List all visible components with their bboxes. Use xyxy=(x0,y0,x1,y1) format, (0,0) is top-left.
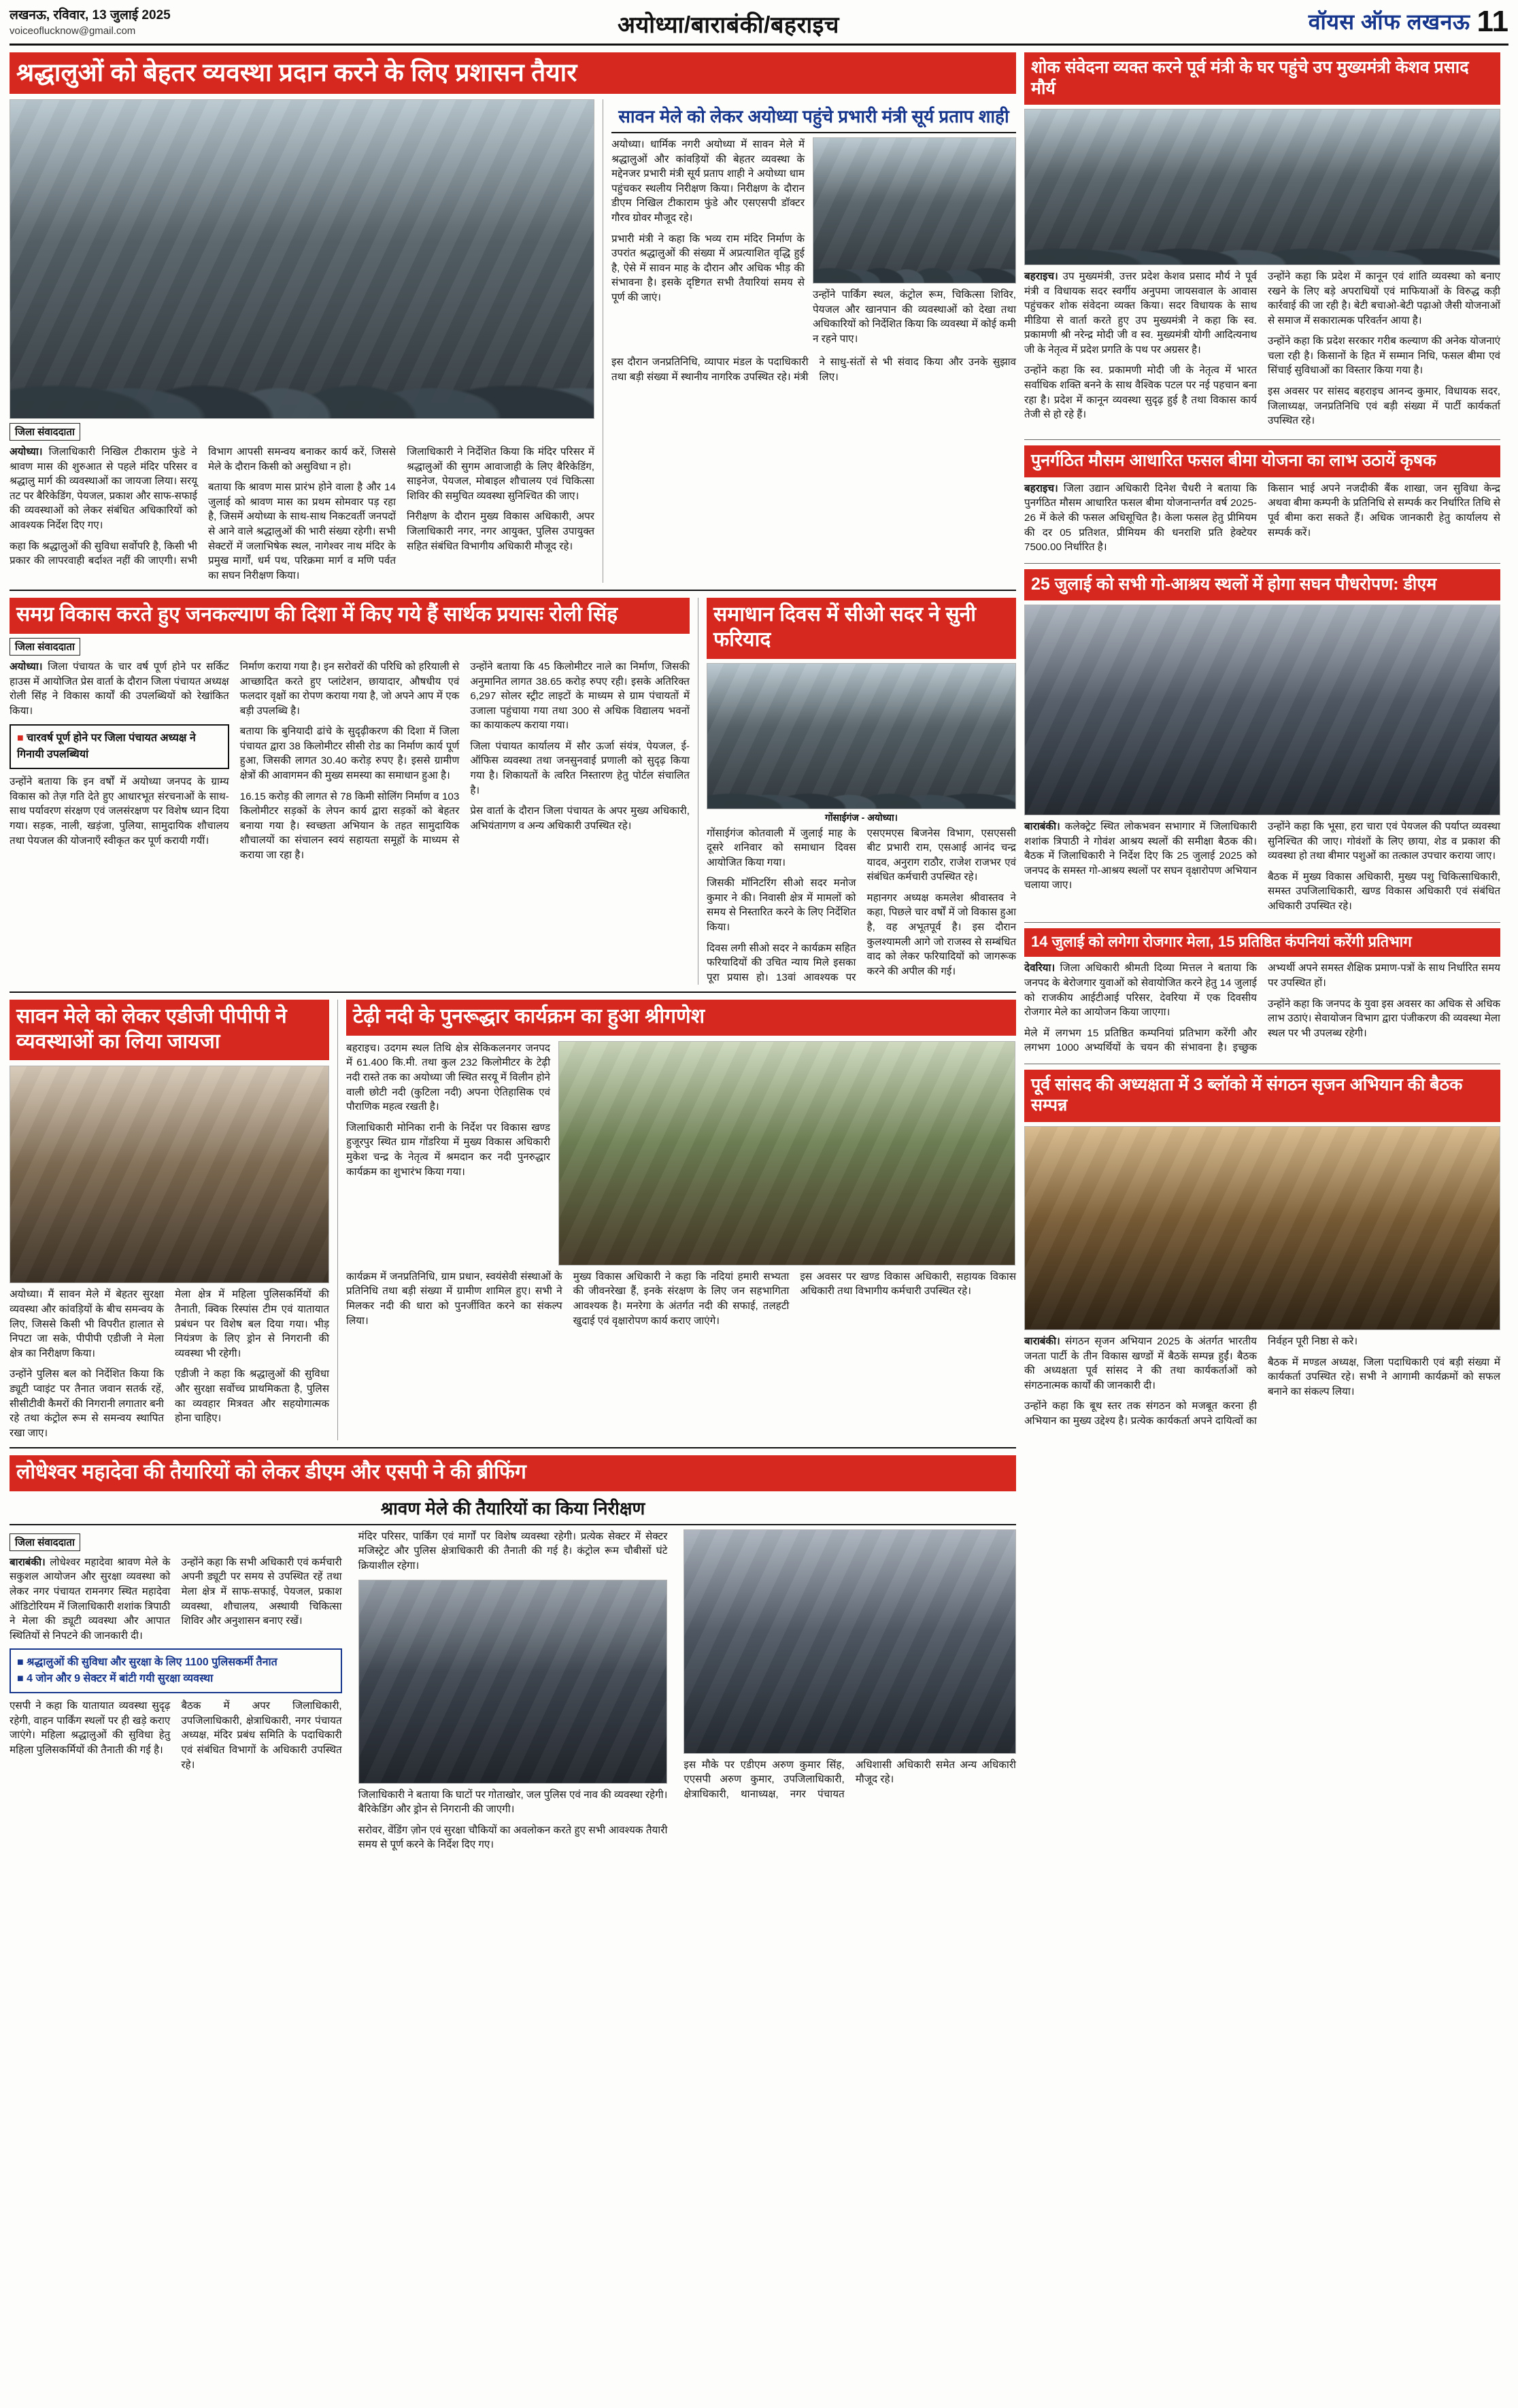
roli-fact-0: ■ चारवर्ष पूर्ण होने पर जिला पंचायत अध्यक्ष ने गिनायी उपलब्धियां xyxy=(17,730,222,763)
lodheshwar-para-5: बैठक में अपर जिलाधिकारी, उपजिलाधिकारी, क्षेत्राधिकारी, नगर पंचायत अध्यक्ष, मंदिर प्रबंध समिति के पदाधिकारी एवं संबंधित विभागों के अधिकारी उपस्थित रहे। xyxy=(181,1700,342,1771)
page-number: 11 xyxy=(1477,4,1508,38)
brand-logo: वॉयस ऑफ लखनऊ xyxy=(1308,10,1470,34)
rail-0-para-4: इस अवसर पर सांसद बहराइच आनन्द कुमार, विधायक सदर, जिलाध्यक्ष, जनप्रतिनिधि एवं बड़ी संख्या में पार्टी कार्यकर्ता उपस्थित रहे। xyxy=(1268,386,1500,427)
rail-card-1 xyxy=(1024,445,1500,554)
rail-1-para-1: किसान भाई अपने नजदीकी बैंक शाखा, जन सुविधा केन्द्र अथवा बीमा कम्पनी के प्रतिनिधि से सम्पर्क कर निर्धारित तिथि से पूर्व बीमा करा सकते हैं। अधिक जानकारी हेतु कार्यालय से सम्पर्क करें। xyxy=(1268,482,1501,539)
substory-para-0: अयोध्या। धार्मिक नगरी अयोध्या में सावन मेले में श्रद्धालुओं और कांवड़ियों की बेहतर व्यवस्था के मद्देनजर प्रभारी मंत्री सूर्य प्रताप शाही ने अयोध्या धाम पहुंचकर स्थलीय निरीक्षण किया। निरीक्षण के दौरान डीएम निखिल टीकाराम फुंडे और एसएसपी डॉक्टर गौरव ग्रोवर मौजूद रहे। xyxy=(611,139,805,224)
story-samadhan xyxy=(698,598,1016,985)
row-adg-tedhi xyxy=(10,1000,1016,1440)
tedhi-headline: टेढ़ी नदी के पुनरूद्धार कार्यक्रम का हुआ श्रीगणेश xyxy=(346,1000,1016,1036)
substory-photo xyxy=(813,137,1016,284)
rail-3-para-1: उन्होंने कहा कि बूथ स्तर तक संगठन को मजबूत करना ही अभियान का मुख्य उद्देश्य है। प्रत्येक कार्यकर्ता अपने दायित्वों का निर्वहन पूरी निष्ठा से करे। xyxy=(1024,1335,1358,1427)
roli-para-2: निर्माण कराया गया है। इन सरोवरों की परिधि को हरियाली से आच्छादित करते हुए प्लांटेशन, छायादार, औषधीय एवं फलदार वृक्षों का रोपण कराया गया है, जो अपने आप में एक बड़ी उपलब्धि है। xyxy=(239,660,460,717)
lodheshwar-dateline: बाराबंकी। xyxy=(10,1556,46,1568)
right-rail xyxy=(1024,52,1500,1859)
substory-para-3: इस दौरान जनप्रतिनिधि, व्यापार मंडल के पदाधिकारी तथा बड़ी संख्या में स्थानीय नागरिक उपस्थित रहे। मंत्री ने साधु-संतों से भी संवाद किया और उनके सुझाव लिए। xyxy=(611,356,1016,384)
samadhan-para-1: जिसकी मॉनिटरिंग सीओ सदर मनोज कुमार ने की। निवासी क्षेत्र में मामलों को समय से निस्तारित करने के लिए निर्देशित किया। xyxy=(707,877,856,933)
rail-1-para-0 xyxy=(1024,481,1257,555)
lead-story xyxy=(10,52,1016,583)
rail-2-para-0-text: कलेक्ट्रेट स्थित लोकभवन सभागार में जिलाधिकारी शशांक त्रिपाठी ने गोवंश आश्रय स्थलों की समीक्षा बैठक की। बैठक में जिलाधिकारी ने निर्देश दिए कि 25 जुलाई 2025 को जनपद के समस्त गो-आश्रय स्थलों पर सघन वृक्षारोपण अभियान चलाया जाए। xyxy=(1024,821,1257,892)
lead-para-2: बताया कि श्रावण मास प्रारंभ होने वाला है और 14 जुलाई को श्रावण मास का प्रथम सोमवार पड़ रहा है, जिसमें अयोध्या के साथ-साथ निकटवर्ती जनपदों से आने वाले श्रद्धालुओं की भारी संख्या रहेगी। सभी सेक्टरों में जलाभिषेक स्थल, नागेश्वर नाथ मंदिर के प्रमुख मार्गों, धर्म पथ, परिक्रमा मार्ग व मणि पर्वत का सघन निरीक्षण किया। xyxy=(208,481,396,581)
roli-para-3: बताया कि बुनियादी ढांचे के सुदृढ़ीकरण की दिशा में जिला पंचायत द्वारा 38 किलोमीटर सीसी रोड का निर्माण कार्य पूर्ण हुआ, जिसकी लागत 30.40 करोड़ रुपए है। इससे ग्रामीण क्षेत्रों की आवागमन की मुख्य समस्या का समाधान हुआ है। xyxy=(239,726,460,781)
rojgar-dateline: देवरिया। xyxy=(1024,962,1056,974)
lodheshwar-para-2: मंदिर परिसर, पार्किंग एवं मार्गों पर विशेष व्यवस्था रहेगी। प्रत्येक सेक्टर में सेक्टर मजिस्ट्रेट और पुलिस क्षेत्राधिकारी की तैनाती की गई है। कंट्रोल रूम चौबीसों घंटे क्रियाशील रहेगा। xyxy=(358,1530,668,1572)
row-roli xyxy=(10,598,1016,985)
rojgar-para-1: मेले में लगभग 15 प्रतिष्ठित कम्पनियां प्रतिभाग करेंगी और लगभग 1000 अभ्यर्थियों के चयन की संभावना है। इच्छुक अभ्यर्थी अपने समस्त शैक्षिक प्रमाण-पत्रों के साथ निर्धारित समय पर उपस्थित हों। xyxy=(1024,962,1500,1054)
lodheshwar-photo-2 xyxy=(684,1529,1016,1754)
roli-para-0 xyxy=(10,660,229,718)
rail-0-para-0-text: उप मुख्यमंत्री, उत्तर प्रदेश केशव प्रसाद मौर्य ने पूर्व मंत्री व विधायक सदर स्वर्गीय अनुपमा जायसवाल के आवास पहुंचकर शोक संवेदना व्यक्त किया। सदर विधायक के साथ मीडिया से वार्ता करते हुए उप मुख्यमंत्री ने कहा कि स्व. प्रकामणी श्री नरेन्द्र मोदी जी व स्व. मुख्यमंत्री योगी आदित्यनाथ जी के नेतृत्व में प्रदेश प्रगति के पथ पर अग्रसर है। xyxy=(1024,271,1257,356)
roli-para-4: 16.15 करोड़ की लागत से 78 किमी सोलिंग निर्माण व 103 किलोमीटर सड़कों के लेपन कार्य द्वारा सड़कों को बेहतर बनाया गया है। स्वच्छता अभियान के तहत सामुदायिक शौचालयों का संचालन स्वयं सहायता समूहों के माध्यम से कराया जा रहा है। xyxy=(239,790,460,861)
rail-2-para-2: बैठक में मुख्य विकास अधिकारी, मुख्य पशु चिकित्साधिकारी, समस्त उपजिलाधिकारी, खण्ड विकास अधिकारी एवं संबंधित अधिकारी उपस्थित रहे। xyxy=(1268,870,1500,913)
divider-1 xyxy=(10,590,1016,591)
rail-divider-1 xyxy=(1024,563,1500,564)
rail-3-photo xyxy=(1024,1126,1500,1330)
lodheshwar-para-7: इस मौके पर एडीएम अरुण कुमार सिंह, एएसपी अरुण कुमार, उपजिलाधिकारी, क्षेत्राधिकारी, थानाध्यक्ष, नगर पंचायत अधिशासी अधिकारी समेत अन्य अधिकारी मौजूद रहे। xyxy=(684,1759,1016,1801)
lead-dateline: अयोध्या। xyxy=(10,446,43,458)
tedhi-para-4: इस अवसर पर खण्ड विकास अधिकारी, सहायक विकास अधिकारी तथा विभागीय कर्मचारी उपस्थित रहे। xyxy=(800,1270,1016,1298)
rail-1-para-0-text: जिला उद्यान अधिकारी दिनेश चैधरी ने बताया कि पुनर्गठित मौसम आधारित फसल बीमा योजनान्तर्गत वर्ष 2025-26 में केले की फसल अधिसूचित है। केला फसल हेतु प्रीमियम की दर 05 प्रतिशत, प्रीमियम की धनराशि प्रति हेक्टेयर 7500.00 निर्धारित है। xyxy=(1024,482,1257,554)
rail-divider-0 xyxy=(1024,439,1500,440)
rail-0-para-0 xyxy=(1024,269,1257,357)
story-adg xyxy=(10,1000,329,1440)
adg-para-3: एडीजी ने कहा कि श्रद्धालुओं की सुविधा और सुरक्षा सर्वोच्च प्राथमिकता है, पुलिस का व्यवहार मित्रवत और सहयोगात्मक होना चाहिए। xyxy=(175,1368,329,1425)
rail-3-para-0-text: संगठन सृजन अभियान 2025 के अंतर्गत भारतीय जनता पार्टी के तीन विकास खण्डों में बैठकें सम्पन्न हुईं। बैठक की अध्यक्षता पूर्व सांसद ने की तथा कार्यकर्ताओं को संगठनात्मक कार्यों की जानकारी दी। xyxy=(1024,1335,1257,1391)
main-column xyxy=(10,52,1016,1859)
lead-byline: जिला संवाददाता xyxy=(10,423,80,441)
lead-para-1: कहा कि श्रद्धालुओं की सुविधा सर्वोपरि है, किसी भी प्रकार की लापरवाही बर्दाश्त नहीं की जाएगी। सभी विभाग आपसी समन्वय बनाकर कार्य करें, जिससे मेले के दौरान किसी को असुविधा न हो। xyxy=(10,446,396,567)
samadhan-photo-caption: गोंसाईगंज - अयोध्या। xyxy=(825,811,898,823)
lodheshwar-para-0 xyxy=(10,1555,170,1643)
lead-para-4: निरीक्षण के दौरान मुख्य विकास अधिकारी, अपर जिलाधिकारी नगर, नगर आयुक्त, पुलिस उपायुक्त सहित संबंधित विभागीय अधिकारी मौजूद रहे। xyxy=(407,511,594,552)
rail-3-headline: पूर्व सांसद की अध्यक्षता में 3 ब्लॉको में संगठन सृजन अभियान की बैठक सम्पन्न xyxy=(1024,1070,1500,1122)
rail-card-rojgar xyxy=(1024,928,1500,1055)
lead-para-0-text: जिलाधिकारी निखिल टीकाराम फुंडे ने श्रावण मास की शुरुआत से पहले मंदिर परिसर व श्रद्धालु मार्ग की व्यवस्थाओं का जायजा लिया। सरयू तट पर बैरिकेडिंग, पेयजल, प्रकाश और साफ-सफाई की व्यवस्थाओं को लेकर संबंधित अधिकारियों को आवश्यक निर्देश दिए गए। xyxy=(10,446,197,532)
story-lodheshwar xyxy=(10,1455,1016,1859)
adg-para-0: अयोध्या। मैं सावन मेले में बेहतर सुरक्षा व्यवस्था और कांवड़ियों के बीच समन्वय के लिए, जिससे किसी भी विपरीत हालात से निपटा जा सके, पीपीपी एडीजी ने मेला क्षेत्र का निरीक्षण किया। xyxy=(10,1289,164,1359)
adg-para-2: मेला क्षेत्र में महिला पुलिसकर्मियों की तैनाती, क्विक रिस्पांस टीम एवं यातायात प्रबंधन पर विशेष बल दिया गया। भीड़ नियंत्रण के लिए ड्रोन से निगरानी की व्यवस्था भी रहेगी। xyxy=(175,1289,329,1359)
masthead xyxy=(10,4,1508,46)
lodheshwar-subhead: श्रावण मेले की तैयारियों का किया निरीक्षण xyxy=(10,1491,1016,1525)
lead-headline: श्रद्धालुओं को बेहतर व्यवस्था प्रदान करने के लिए प्रशासन तैयार xyxy=(10,52,1016,94)
rojgar-para-2: उन्होंने कहा कि जनपद के युवा इस अवसर का अधिक से अधिक लाभ उठाएं। सेवायोजन विभाग द्वारा पंजीकरण की व्यवस्था मेला स्थल पर भी उपलब्ध रहेगी। xyxy=(1268,998,1500,1039)
lead-para-3: जिलाधिकारी ने निर्देशित किया कि मंदिर परिसर में श्रद्धालुओं की सुगम आवाजाही के लिए बैरिकेडिंग, साइनेज, पेयजल, मोबाइल शौचालय एवं चिकित्सा शिविर की समुचित व्यवस्था सुनिश्चित की जाए। xyxy=(407,446,594,502)
lodheshwar-byline: जिला संवाददाता xyxy=(10,1533,80,1551)
lead-para-0 xyxy=(10,445,197,532)
lodheshwar-factbox xyxy=(10,1648,342,1693)
roli-para-0-text: जिला पंचायत के चार वर्ष पूर्ण होने पर सर्किट हाउस में आयोजित प्रेस वार्ता के दौरान जिला पंचायत अध्यक्ष रोली सिंह ने विकास कार्यों की उपलब्धियों को रेखांकित किया। xyxy=(10,660,229,717)
lodheshwar-para-6: सरोवर, वेंडिंग ज़ोन एवं सुरक्षा चौकियों का अवलोकन करते हुए सभी आवश्यक तैयारी समय से पूर्ण करने के निर्देश दिए गए। xyxy=(358,1824,668,1851)
rail-card-0 xyxy=(1024,52,1500,431)
rail-3-dateline: बाराबंकी। xyxy=(1024,1335,1060,1347)
story-roli xyxy=(10,598,690,985)
rojgar-headline: 14 जुलाई को लगेगा रोजगार मेला, 15 प्रतिष्ठित कंपनियां करेंगी प्रतिभाग xyxy=(1024,928,1500,957)
lodheshwar-photo-1 xyxy=(358,1580,668,1784)
rail-card-2 xyxy=(1024,569,1500,914)
roli-para-7: प्रेस वार्ता के दौरान जिला पंचायत के अपर मुख्य अधिकारी, अभियंतागण व अन्य अधिकारी उपस्थित रहे। xyxy=(470,805,690,832)
adg-para-1: उन्होंने पुलिस बल को निर्देशित किया कि ड्यूटी प्वाइंट पर तैनात जवान सतर्क रहें, सीसीटीवी कैमरों की निगरानी लगातार बनी रहे तथा कंट्रोल रूम से समन्वय स्थापित रखा जाए। xyxy=(10,1368,164,1439)
roli-para-1: उन्होंने बताया कि इन वर्षों में अयोध्या जनपद के ग्राम्य विकास को तेज़ गति देते हुए आधारभूत संरचनाओं के साथ-साथ पर्यावरण संरक्षण एवं जलसंरक्षण पर विशेष ध्यान दिया गया। सड़क, नाली, खड़ंजा, पुलिया, सामुदायिक शौचालय तथा पेयजल की योजनाएँ स्वीकृत कर पूर्ण करायी गयीं। xyxy=(10,776,229,847)
rail-2-dateline: बाराबंकी। xyxy=(1024,821,1060,833)
rail-2-headline: 25 जुलाई को सभी गो-आश्रय स्थलों में होगा सघन पौधरोपण: डीएम xyxy=(1024,569,1500,601)
adg-headline: सावन मेले को लेकर एडीजी पीपीपी ने व्यवस्थाओं का लिया जायजा xyxy=(10,1000,329,1060)
substory-headline: सावन मेले को लेकर अयोध्या पहुंचे प्रभारी मंत्री सूर्य प्रताप शाही xyxy=(611,99,1016,133)
lodheshwar-fact-0: ■ श्रद्धालुओं की सुविधा और सुरक्षा के लिए 1100 पुलिसकर्मी तैनात xyxy=(17,1655,335,1671)
adg-photo xyxy=(10,1066,329,1283)
lodheshwar-para-4: एसपी ने कहा कि यातायात व्यवस्था सुदृढ़ रहेगी, वाहन पार्किंग स्थलों पर ही खड़े कराए जाएंगे। महिला श्रद्धालुओं की सुविधा हेतु महिला पुलिसकर्मियों की तैनाती की गई है। xyxy=(10,1700,171,1757)
masthead-left xyxy=(10,7,302,38)
story-tedhi xyxy=(337,1000,1016,1440)
lodheshwar-para-3: जिलाधिकारी ने बताया कि घाटों पर गोताखोर, जल पुलिस एवं नाव की व्यवस्था रहेगी। बैरिकेडिंग और ड्रोन से निगरानी की जाएगी। xyxy=(358,1788,668,1816)
samadhan-photo xyxy=(707,663,1016,809)
substory-para-2: उन्होंने पार्किंग स्थल, कंट्रोल रूम, चिकित्सा शिविर, पेयजल और खानपान की व्यवस्थाओं को देखा तथा अधिकारियों को निर्देशित किया कि व्यवस्था में कोई कमी न रहने पाए। xyxy=(813,289,1016,345)
rojgar-para-0 xyxy=(1024,961,1257,1019)
tedhi-para-3: मुख्य विकास अधिकारी ने कहा कि नदियां हमारी सभ्यता की जीवनरेखा हैं, इनके संरक्षण के लिए जन सहभागिता आवश्यक है। मनरेगा के अंतर्गत नदी की सफाई, तलहटी खुदाई एवं वृक्षारोपण कार्य कराए जाएंगे। xyxy=(573,1270,790,1327)
lodheshwar-headline: लोधेश्वर महादेवा की तैयारियों को लेकर डीएम और एसपी ने की ब्रीफिंग xyxy=(10,1455,1016,1491)
rojgar-para-0-text: जिला अधिकारी श्रीमती दिव्या मित्तल ने बताया कि जनपद के बेरोजगार युवाओं को सेवायोजित करने हेतु 14 जुलाई को राजकीय आईटीआई परिसर, देवरिया में एक दिवसीय रोजगार मेले का आयोजन किया जाएगा। xyxy=(1024,962,1257,1019)
roli-headline: समग्र विकास करते हुए जनकल्याण की दिशा में किए गये हैं सार्थक प्रयासः रोली सिंह xyxy=(10,598,690,634)
samadhan-para-0: गोंसाईगंज कोतवाली में जुलाई माह के दूसरे शनिवार को समाधान दिवस आयोजित किया गया। xyxy=(707,827,856,868)
lodheshwar-para-0-text: लोधेश्वर महादेवा श्रावण मेले के सकुशल आयोजन और सुरक्षा व्यवस्था को लेकर नगर पंचायत रामनगर स्थित महादेवा ऑडिटोरियम में जिलाधिकारी शशांक त्रिपाठी ने मेला की ड्यूटी व्यवस्था और आपात स्थितियों से निपटने की जानकारी दी। xyxy=(10,1556,171,1642)
roli-para-6: जिला पंचायत कार्यालय में सौर ऊर्जा संयंत्र, पेयजल, ई-ऑफिस व्यवस्था तथा जनसुनवाई प्रणाली को सुदृढ़ किया गया है। शिकायतों के त्वरित निस्तारण हेतु पोर्टल संचालित है। xyxy=(470,740,690,796)
roli-para-5: उन्होंने बताया कि 45 किलोमीटर नाले का निर्माण, जिसकी अनुमानित लागत 38.65 करोड़ रुपए रही। इसके अतिरिक्त 6,297 सोलर स्ट्रीट लाइटों के माध्यम से ग्राम पंचायतों में उजाला पहुंचाया गया तथा 300 से अधिक विद्यालय भवनों का कायाकल्प कराया गया। xyxy=(470,660,690,732)
page-grid xyxy=(10,52,1508,1859)
rail-3-para-2: बैठक में मण्डल अध्यक्ष, जिला पदाधिकारी एवं बड़ी संख्या में कार्यकर्ता उपस्थित रहे। सभी ने आगामी कार्यक्रमों को सफल बनाने का संकल्प लिया। xyxy=(1268,1356,1500,1397)
lodheshwar-fact-1: ■ 4 जोन और 9 सेक्टर में बांटी गयी सुरक्षा व्यवस्था xyxy=(17,1671,335,1687)
rail-0-dateline: बहराइच। xyxy=(1024,271,1058,282)
rail-2-para-1: उन्होंने कहा कि भूसा, हरा चारा एवं पेयजल की पर्याप्त व्यवस्था सुनिश्चित की जाए। गोवंशों के लिए छाया, शेड व प्रकाश की व्यवस्था हो तथा बीमार पशुओं का तत्काल उपचार कराया जाए। xyxy=(1268,821,1500,862)
roli-byline: जिला संवाददाता xyxy=(10,638,80,656)
rail-0-para-3: उन्होंने कहा कि प्रदेश सरकार गरीब कल्याण की अनेक योजनाएं चला रही है। किसानों के हित में सम्मान निधि, फसल बीमा एवं सिंचाई सुविधाओं का विस्तार किया गया है। xyxy=(1268,335,1500,377)
tedhi-photo xyxy=(558,1041,1015,1266)
roli-factbox xyxy=(10,724,229,769)
masthead-email: voiceoflucknow@gmail.com xyxy=(10,24,136,37)
samadhan-headline: समाधान दिवस में सीओ सदर ने सुनी फरियाद xyxy=(707,598,1016,658)
rail-0-para-1: उन्होंने कहा कि स्व. प्रकामणी मोदी जी के नेतृत्व में भारत सर्वाधिक शक्ति बनने के साथ वैश्विक पटल पर नई पहचान बना रहा है। प्रदेश में कानून व्यवस्था सुदृढ़ हुई है तथा विकास कार्य तेजी से हो रहे हैं। xyxy=(1024,364,1257,421)
rail-2-para-0 xyxy=(1024,819,1257,893)
lodheshwar-para-1: उन्होंने कहा कि सभी अधिकारी एवं कर्मचारी अपनी ड्यूटी पर समय से उपस्थित रहें तथा मेला क्षेत्र में साफ-सफाई, पेयजल, प्रकाश व्यवस्था, शौचालय, अस्थायी चिकित्सा शिविर और अनुशासन बनाए रखें। xyxy=(181,1556,342,1627)
rail-0-para-2: उन्होंने कहा कि प्रदेश में कानून एवं शांति व्यवस्था को बनाए रखने के लिए बड़े अपराधियों एवं माफियाओं के विरुद्ध कड़ी कार्रवाई की जा रही है। बेटी बचाओ-बेटी पढ़ाओ जैसी योजनाओं से समाज में सकारात्मक परिवर्तन आया है। xyxy=(1268,271,1500,326)
roli-dateline: अयोध्या। xyxy=(10,660,43,673)
samadhan-para-2: दिवस लगी सीओ सदर ने कार्यक्रम सहित फरियादियों की उचित न्याय मिले इसका पूरा प्रयास हो। 13वां आवश्यक पर एसएमएस बिजनेस विभाग, एसएससी बीट प्रभारी राम, एसआई आनंद चन्द्र यादव, अनुराग राठौर, राजेश राजभर एवं संबंधित कर्मचारी उपस्थित रहे। xyxy=(707,827,1016,983)
rail-0-photo xyxy=(1024,109,1500,265)
rail-1-headline: पुनर्गठित मौसम आधारित फसल बीमा योजना का लाभ उठायें कृषक xyxy=(1024,445,1500,477)
masthead-right xyxy=(1155,4,1508,38)
divider-3 xyxy=(10,1447,1016,1448)
rail-2-photo xyxy=(1024,605,1500,815)
masthead-date: लखनऊ, रविवार, 13 जुलाई 2025 xyxy=(10,8,171,22)
tedhi-para-2: कार्यक्रम में जनप्रतिनिधि, ग्राम प्रधान, स्वयंसेवी संस्थाओं के प्रतिनिधि तथा बड़ी संख्या में ग्रामीण शामिल हुए। सभी ने मिलकर नदी की धारा को पुनर्जीवित करने का संकल्प लिया। xyxy=(346,1270,562,1327)
rail-3-para-0 xyxy=(1024,1334,1257,1393)
rail-0-headline: शोक संवेदना व्यक्त करने पूर्व मंत्री के घर पहुंचे उप मुख्यमंत्री केशव प्रसाद मौर्य xyxy=(1024,52,1500,105)
rail-1-dateline: बहराइच। xyxy=(1024,482,1058,494)
tedhi-para-1: जिलाधिकारी मोनिका रानी के निर्देश पर विकास खण्ड हुजूरपुर स्थित ग्राम गोंडरिया में मुख्य विकास अधिकारी मुकेश चन्द्र के नेतृत्व में श्रमदान कर नदी पुनरुद्धार कार्यक्रम का शुभारंभ किया गया। xyxy=(346,1121,550,1178)
substory-para-1: प्रभारी मंत्री ने कहा कि भव्य राम मंदिर निर्माण के उपरांत श्रद्धालुओं की संख्या में अप्रत्याशित वृद्धि हुई है, ऐसे में सावन माह के दौरान और अधिक भीड़ की संभावना है। इसके दृष्टिगत सभी तैयारियां समय से पूर्ण की जाएं। xyxy=(611,233,805,303)
rail-divider-2 xyxy=(1024,922,1500,923)
divider-2 xyxy=(10,991,1016,993)
samadhan-para-3: महानगर अध्यक्ष कमलेश श्रीवास्तव ने कहा, पिछले चार वर्षों में जो विकास हुआ है, वह अभूतपूर्व है। इस दौरान कुलश्यामली आगे जो राजस्व से सम्बंधित वाद को लेकर फरियादियों को जागरूक करने की अपील की गई। xyxy=(866,892,1016,977)
rail-card-3 xyxy=(1024,1070,1500,1428)
lead-photo xyxy=(10,99,594,419)
tedhi-para-0: बहराइच। उदगम स्थल तिथि क्षेत्र सेकिकलनगर जनपद में 61.400 कि.मी. तथा कुल 232 किलोमीटर के टेढ़ी नदी रास्ते तक का अयोध्या जी स्थित सरयू में विलीन होने वाली छोटी नदी (कुटिला नदी) अपना ऐतिहासिक एवं पौराणिक महत्व रखती है। xyxy=(346,1042,550,1113)
section-title: अयोध्या/बाराबंकी/बहराइच xyxy=(618,12,839,38)
